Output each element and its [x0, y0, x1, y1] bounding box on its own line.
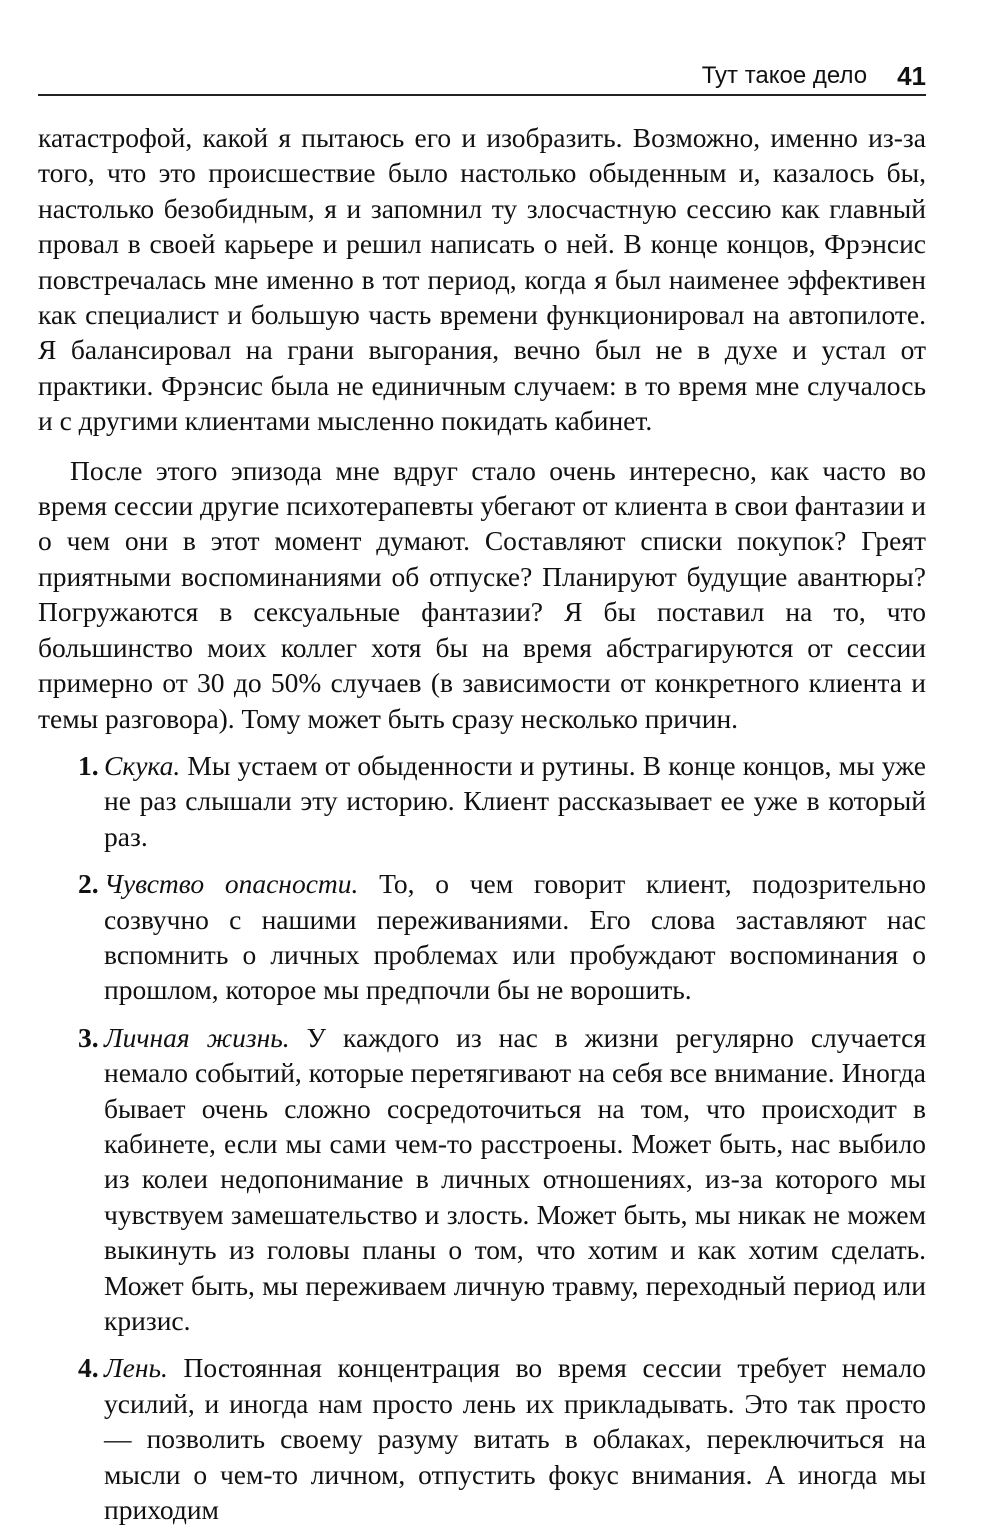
- section-title: Тут такое дело: [701, 62, 868, 89]
- list-item-term: Чувство опасности.: [104, 868, 359, 900]
- list-item: [38, 1020, 926, 1339]
- reasons-list: [38, 748, 926, 1528]
- page-number: 41: [897, 60, 926, 91]
- list-item-text: У каждого из нас в жизни регулярно случается немало событий, которые перетягивают на себя все внимание. Иногда бывает очень сложно сосредоточиться на том, что происходит в кабинете, если мы сами чем-то расстроены. Может быть, нас выбило из колеи недопонимание в личных отношениях, из-за которого мы чувствуем замешательство и злость. Может быть, мы никак не можем выкинуть из головы планы о том, что хотим и как хотим сделать. Может быть, мы переживаем личную травму, переходный период или кризис.: [104, 1021, 926, 1336]
- paragraph: После этого эпизода мне вдруг стало очень интересно, как часто во время сессии другие психотерапевты убегают от клиента в свои фантазии и о чем они в этот момент думают. Составляют списки покупок? Греят приятными воспоминаниями об отпуске? Планируют будущие авантюры? Погружаются в сексуальные фантазии? Я бы поставил на то, что большинство моих коллег хотя бы на время абстрагируются от сессии примерно от 30 до 50% случаев (в зависимости от конкретного клиента и темы разговора). Тому может быть сразу несколько причин.: [38, 454, 926, 734]
- list-item: [38, 1350, 926, 1527]
- list-item-number: 1.: [78, 749, 99, 781]
- list-item-text: Мы устаем от обыденности и рутины. В конце концов, мы уже не раз слышали эту историю. Клиент рассказывает ее уже в который раз.: [104, 749, 926, 852]
- list-item-text: То, о чем говорит клиент, подозрительно созвучно с нашими переживаниями. Его слова заставляют нас вспомнить о личных проблемах или пробуждают воспоминания о прошлом, которое мы предпочли бы не ворошить.: [104, 868, 927, 1006]
- list-item-term: Личная жизнь.: [104, 1021, 290, 1053]
- list-item-number: 2.: [78, 868, 99, 900]
- paragraph: катастрофой, какой я пытаюсь его и изобразить. Возможно, именно из-за того, что это происшествие было настолько обыденным и, казалось бы, настолько безобидным, я и запомнил ту злосчастную сессию как главный провал в своей карьере и решил написать о ней. В конце концов, Фрэнсис повстречалась мне именно в тот период, когда я был наименее эффективен как специалист и большую часть времени функционировал на автопилоте. Я балансировал на грани выгорания, вечно был не в духе и устал от практики. Фрэнсис была не единичным случаем: в то время мне случалось и с другими клиентами мысленно покидать кабинет.: [38, 122, 926, 437]
- list-item-number: 4.: [78, 1352, 99, 1384]
- list-item: [38, 866, 926, 1008]
- list-item-number: 3.: [78, 1021, 99, 1053]
- list-item-text: Постоянная концентрация во время сессии требует немало усилий, и иногда нам просто лень их прикладывать. Это так просто — позволить своему разуму витать в облаках, переключиться на мысли о чем-то личном, отпустить фокус внимания. А иногда мы приходим: [104, 1352, 926, 1526]
- list-item-term: Лень.: [104, 1352, 168, 1384]
- running-header: [38, 58, 926, 96]
- list-item: [38, 748, 926, 854]
- list-item-term: Скука.: [104, 749, 181, 781]
- page-body: [38, 120, 926, 1539]
